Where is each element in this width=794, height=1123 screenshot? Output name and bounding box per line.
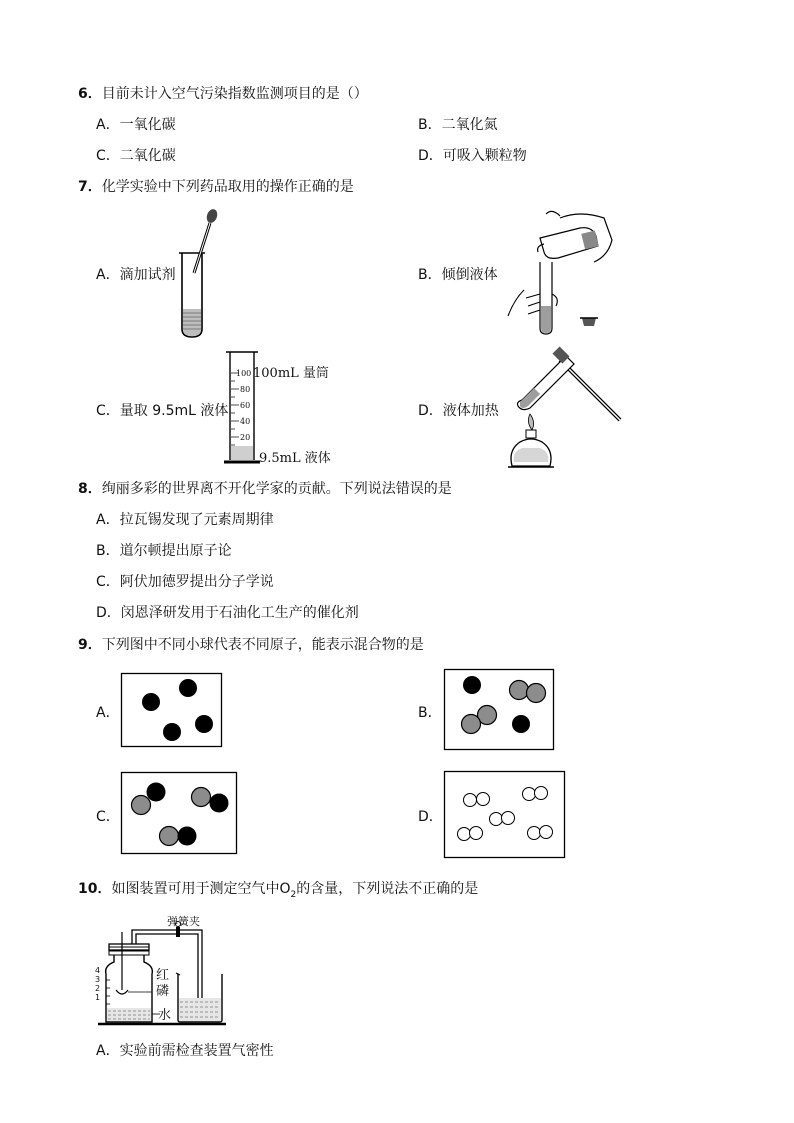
- q9-stem: 9．下列图中不同小球代表不同原子，能表示混合物的是: [78, 637, 424, 653]
- q6-option-a[interactable]: A．一氧化碳: [96, 117, 176, 133]
- q6-stem: 6．目前未计入空气污染指数监测项目的是（）: [78, 86, 368, 102]
- q9-option-b-label[interactable]: B．: [418, 705, 442, 721]
- q10-stem: 10．如图装置可用于测定空气中$O_2$的含量，下列说法不正确的是: [78, 881, 479, 900]
- scale-mark-2: 2: [95, 984, 101, 993]
- pouring-liquid-figure: [500, 210, 615, 335]
- dark-atom: [512, 715, 530, 733]
- q9-option-d-label[interactable]: D．: [418, 809, 443, 825]
- grey-atom: [132, 796, 151, 815]
- grey-atom: [527, 684, 546, 703]
- cylinder-scale-40: 40: [240, 417, 251, 426]
- q7-option-b[interactable]: B．倾倒液体: [418, 267, 498, 283]
- q8-stem: 8．绚丽多彩的世界离不开化学家的贡献。下列说法错误的是: [78, 481, 452, 497]
- light-atom: [540, 826, 553, 839]
- atom-box-a[interactable]: [121, 673, 222, 747]
- dark-atom: [195, 715, 213, 733]
- q6-option-b[interactable]: B．二氧化氮: [418, 117, 498, 133]
- dark-atom: [179, 679, 197, 697]
- dropper-test-tube-figure: [178, 205, 228, 340]
- dark-atom: [210, 794, 229, 813]
- light-atom: [528, 827, 541, 840]
- cylinder-scale-20: 20: [240, 433, 251, 442]
- question-text: 化学实验中下列药品取用的操作正确的是: [101, 179, 354, 195]
- dark-atom: [163, 723, 181, 741]
- q6-option-d[interactable]: D．可吸入颗粒物: [418, 148, 527, 164]
- question-number: 10: [78, 881, 98, 897]
- cylinder-title: 100mL 量筒: [253, 366, 329, 381]
- light-atom: [502, 812, 515, 825]
- atom-box-d[interactable]: [444, 771, 565, 858]
- q7-option-d[interactable]: D．液体加热: [418, 403, 499, 419]
- q8-option-d[interactable]: D．闵恩泽研发用于石油化工生产的催化剂: [96, 605, 359, 621]
- heating-liquid-figure: [500, 350, 625, 470]
- dark-atom: [463, 676, 481, 694]
- water-label: 水: [158, 1008, 172, 1023]
- light-atom: [490, 813, 503, 826]
- clamp-label: 弹簧夹: [167, 915, 200, 928]
- atom-box-c[interactable]: [121, 772, 237, 854]
- light-atom: [464, 794, 477, 807]
- question-text: 绚丽多彩的世界离不开化学家的贡献。下列说法错误的是: [101, 481, 452, 497]
- grey-atom: [462, 715, 481, 734]
- light-atom: [470, 827, 483, 840]
- light-atom: [535, 787, 548, 800]
- question-number: 6: [78, 86, 88, 102]
- q9-option-a-label[interactable]: A．: [96, 705, 120, 721]
- grey-atom: [192, 788, 211, 807]
- question-text: 目前未计入空气污染指数监测项目的是（）: [101, 86, 368, 102]
- q10-option-a[interactable]: A．实验前需检查装置气密性: [96, 1043, 274, 1059]
- scale-mark-3: 3: [95, 975, 101, 984]
- q7-stem: 7．化学实验中下列药品取用的操作正确的是: [78, 179, 354, 195]
- dark-atom: [178, 827, 197, 846]
- light-atom: [477, 793, 490, 806]
- cylinder-scale-100: 100: [236, 369, 252, 378]
- cylinder-scale-60: 60: [240, 401, 251, 410]
- q7-option-a[interactable]: A．滴加试剂: [96, 267, 176, 283]
- q9-option-c-label[interactable]: C．: [96, 809, 120, 825]
- light-atom: [523, 788, 536, 801]
- cylinder-note: 9.5mL 液体: [259, 451, 331, 466]
- question-text: 如图装置可用于测定空气中O: [111, 881, 291, 897]
- question-number: 9: [78, 637, 88, 653]
- cylinder-scale-80: 80: [240, 385, 251, 394]
- question-number: 7: [78, 179, 88, 195]
- dark-atom: [147, 783, 166, 802]
- phosphorus-label-1: 红磷: [156, 968, 170, 999]
- grey-atom: [160, 827, 179, 846]
- scale-mark-4: 4: [95, 966, 101, 975]
- q8-option-c[interactable]: C．阿伏加德罗提出分子学说: [96, 574, 274, 590]
- light-atom: [458, 828, 471, 841]
- q6-option-c[interactable]: C．二氧化碳: [96, 148, 176, 164]
- q8-option-a[interactable]: A．拉瓦锡发现了元素周期律: [96, 512, 274, 528]
- q8-option-b[interactable]: B．道尔顿提出原子论: [96, 543, 232, 559]
- question-number: 8: [78, 481, 88, 497]
- dark-atom: [142, 693, 160, 711]
- grey-atom: [510, 681, 529, 700]
- atom-box-b[interactable]: [444, 669, 554, 750]
- q7-option-c[interactable]: C．量取 9.5mL 液体: [96, 403, 229, 419]
- question-text: 下列图中不同小球代表不同原子，能表示混合物的是: [101, 637, 424, 653]
- scale-mark-1: 1: [95, 993, 101, 1002]
